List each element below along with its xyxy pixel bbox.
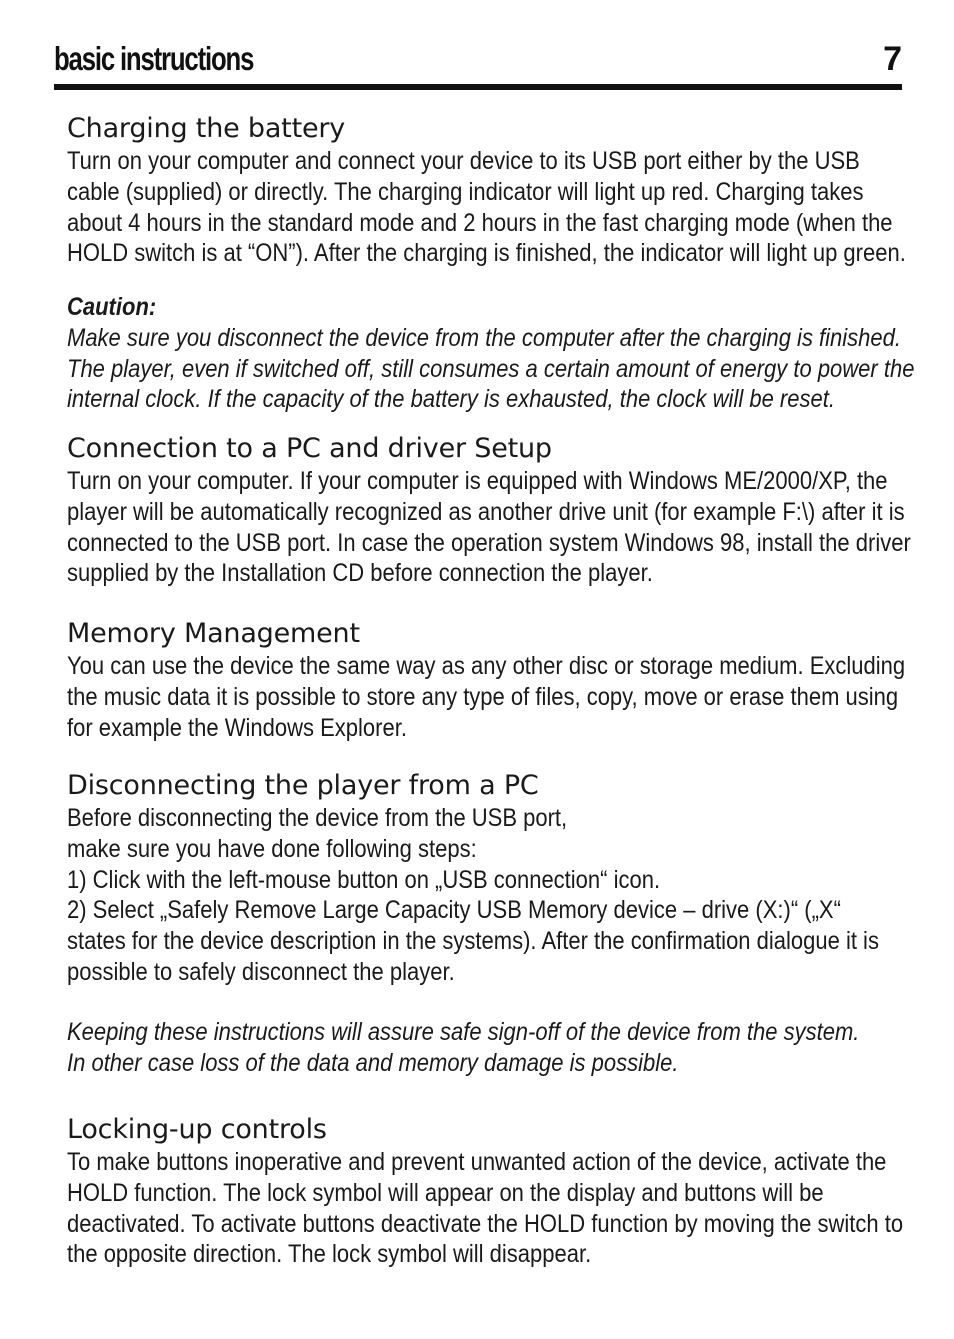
text-line: Turn on your computer. If your computer is equipped with Windows ME/2000/XP, the [67,467,888,495]
caution-block [67,292,954,415]
page-number: 7 [883,40,902,78]
section-disconnecting [67,769,954,988]
section-heading: Locking-up controls [67,1114,327,1145]
text-line: make sure you have done following steps: [67,834,477,863]
text-line: 2) Select „Safely Remove Large Capacity USB Memory device – drive (X:)“ („X“ [67,896,841,925]
text-line: Turn on your computer and connect your device to its USB port either by the USB [67,147,860,175]
text-line: Keeping these instructions will assure safe sign-off of the device from the system. [67,1018,860,1046]
page-header [54,38,902,90]
text-line: cable (supplied) or directly. The charging indicator will light up red. Charging takes [67,177,864,206]
text-line: supplied by the Installation CD before connection the player. [67,559,653,588]
note-paragraph [67,1017,859,1079]
text-line: 1) Click with the left-mouse button on „USB connection“ icon. [67,865,661,894]
text-line: You can use the device the same way as any other disc or storage medium. Excluding [67,652,906,680]
text-line: Make sure you disconnect the device from the computer after the charging is finished. [67,323,901,352]
note-block [67,1017,954,1079]
text-line: possible to safely disconnect the player. [67,957,455,986]
paragraph [67,803,879,988]
text-line: In other case loss of the data and memory damage is possible. [67,1048,679,1077]
text-line: for example the Windows Explorer. [67,713,407,742]
section-connection [67,432,954,589]
section-memory [67,617,954,743]
text-line: the music data it is possible to store any type of files, copy, move or erase them using [67,682,899,711]
text-line: deactivated. To activate buttons deactivate the HOLD function by moving the switch to [67,1209,904,1238]
text-line: The player, even if switched off, still consumes a certain amount of energy to power the [67,354,915,383]
section-heading: Disconnecting the player from a PC [67,770,539,801]
paragraph [67,146,906,269]
paragraph [67,1147,903,1270]
text-line: HOLD function. The lock symbol will appear on the display and buttons will be [67,1178,824,1207]
text-line: HOLD switch is at “ON”). After the charging is finished, the indicator will light up green. [67,239,906,268]
caution-label: Caution: [67,293,157,321]
section-heading: Charging the battery [67,113,346,144]
section-heading: Memory Management [67,618,360,649]
section-locking [67,1113,954,1270]
section-heading: Connection to a PC and driver Setup [67,433,552,464]
paragraph [67,651,905,743]
text-line: about 4 hours in the standard mode and 2 hours in the fast charging mode (when the [67,208,893,237]
text-line: Before disconnecting the device from the USB port, [67,804,568,832]
text-line: connected to the USB port. In case the operation system Windows 98, install the driver [67,528,911,557]
header-title: basic instructions [54,40,254,77]
section-charging [67,112,954,269]
paragraph [67,466,911,589]
text-line: the opposite direction. The lock symbol will disappear. [67,1240,592,1269]
text-line: internal clock. If the capacity of the battery is exhausted, the clock will be reset. [67,385,835,414]
text-line: player will be automatically recognized as another drive unit (for example F:\) after it is [67,497,905,526]
text-line: states for the device description in the systems). After the confirmation dialogue it is [67,927,879,956]
caution-paragraph [67,323,914,415]
text-line: To make buttons inoperative and prevent unwanted action of the device, activate the [67,1148,887,1176]
